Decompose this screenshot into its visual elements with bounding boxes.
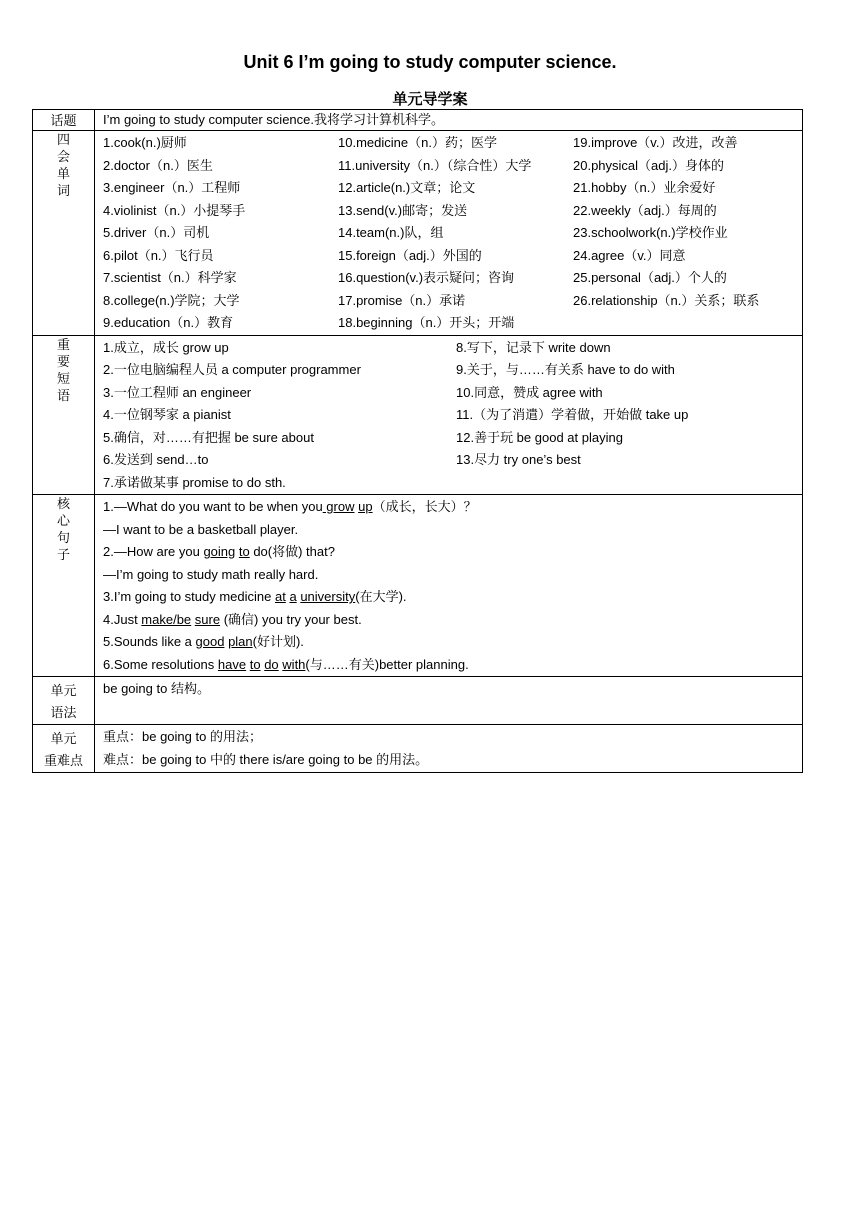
word-item: 22.weekly（adj.）每周的: [573, 202, 717, 218]
keypoints-label: 单元 重难点: [33, 725, 95, 773]
sentence-item: 5.Sounds like a good plan(好计划).: [103, 634, 304, 649]
word-item: 21.hobby（n.）业余爱好: [573, 180, 716, 195]
topic-text: I’m going to study computer science.我将学习计算机科学。: [103, 112, 444, 127]
topic-label: 话题: [33, 110, 95, 131]
phrases-column-2: [448, 337, 801, 495]
word-item: 16.question(v.)表示疑问；咨询: [338, 270, 515, 285]
phrase-item: 9.关于，与……有关系 have to do with: [456, 362, 675, 377]
phrase-item: 6.发送到 send…to: [103, 452, 209, 467]
word-item: 26.relationship（n.）关系；联系: [573, 292, 760, 308]
word-item: 9.education（n.）教育: [103, 315, 234, 330]
phrase-item: 4.一位钢琴家 a pianist: [103, 407, 231, 422]
word-item: 15.foreign（adj.）外国的: [338, 247, 482, 263]
phrases-row: [33, 335, 803, 495]
word-item: 2.doctor（n.）医生: [103, 157, 213, 173]
words-column-1: [95, 132, 330, 335]
word-item: 1.cook(n.)厨师: [103, 135, 187, 150]
sentences-list: [95, 495, 802, 676]
phrase-item: 12.善于玩 be good at playing: [456, 429, 623, 445]
word-item: 8.college(n.)学院；大学: [103, 292, 240, 308]
sentence-item: 2.—How are you going to do(将做) that?: [103, 544, 335, 559]
sentence-item: 3.I’m going to study medicine at a university(在大学).: [103, 589, 407, 604]
phrase-item: 8.写下，记录下 write down: [456, 339, 611, 355]
phrase-item: 11.（为了消遣）学着做，开始做 take up: [456, 407, 689, 422]
phrase-item: 13.尽力 try one’s best: [456, 452, 581, 467]
sentences-label: 核心句子: [33, 495, 95, 677]
word-item: 12.article(n.)文章；论文: [338, 180, 476, 195]
word-item: 13.send(v.)邮寄；发送: [338, 202, 468, 218]
sentence-item: 6.Some resolutions have to do with(与……有关)better planning.: [103, 656, 469, 672]
sentences-row: [33, 495, 803, 677]
word-item: 4.violinist（n.）小提琴手: [103, 202, 246, 218]
phrase-item: 2.一位电脑编程人员 a computer programmer: [103, 362, 361, 377]
word-item: 10.medicine（n.）药；医学: [338, 135, 497, 150]
words-row: [33, 131, 803, 336]
sentence-item: —I want to be a basketball player.: [103, 521, 299, 537]
word-item: 11.university（n.）（综合性）大学: [338, 157, 532, 173]
phrase-item: 10.同意，赞成 agree with: [456, 384, 603, 400]
sentence-item: 1.—What do you want to be when you grow up（成长，长大）？: [103, 499, 477, 514]
phrase-item: 3.一位工程师 an engineer: [103, 384, 252, 400]
document-subtitle: 单元导学案: [392, 91, 468, 108]
sentence-item: —I’m going to study math really hard.: [103, 566, 319, 582]
words-column-2: [330, 132, 565, 335]
word-item: 5.driver（n.）司机: [103, 225, 210, 240]
grammar-row: [33, 677, 803, 725]
document-title: Unit 6 I’m going to study computer science.: [243, 52, 617, 72]
phrases-label: 重要短语: [33, 335, 95, 495]
keypoint-main: 重点：be going to 的用法；: [103, 729, 262, 744]
guide-table: [32, 109, 803, 773]
phrase-item: 5.确信，对……有把握 be sure about: [103, 429, 314, 445]
word-item: 24.agree（v.）同意: [573, 247, 686, 263]
grammar-text: be going to 结构。: [103, 681, 210, 696]
word-item: 18.beginning（n.）开头；开端: [338, 315, 515, 330]
word-item: 14.team(n.)队，组: [338, 225, 444, 240]
words-label: 四会单词: [33, 131, 95, 336]
phrases-column-1: [95, 337, 448, 495]
phrase-item: 7.承诺做某事 promise to do sth.: [103, 474, 286, 490]
topic-row: [33, 110, 803, 131]
word-item: 3.engineer（n.）工程师: [103, 180, 241, 195]
grammar-label: 单元 语法: [33, 677, 95, 725]
word-item: 6.pilot（n.）飞行员: [103, 247, 214, 263]
words-column-3: [565, 132, 801, 335]
keypoint-difficulty: 难点：be going to 中的 there is/are going to be 的用法。: [103, 751, 429, 767]
keypoints-row: [33, 725, 803, 773]
word-item: 17.promise（n.）承诺: [338, 292, 466, 308]
word-item: 7.scientist（n.）科学家: [103, 270, 237, 285]
phrase-item: 1.成立，成长 grow up: [103, 339, 229, 355]
word-item: 23.schoolwork(n.)学校作业: [573, 225, 728, 240]
sentence-item: 4.Just make/be sure (确信) you try your best.: [103, 611, 362, 627]
word-item: 19.improve（v.）改进，改善: [573, 135, 738, 150]
word-item: 20.physical（adj.）身体的: [573, 157, 724, 173]
word-item: 25.personal（adj.）个人的: [573, 270, 727, 285]
